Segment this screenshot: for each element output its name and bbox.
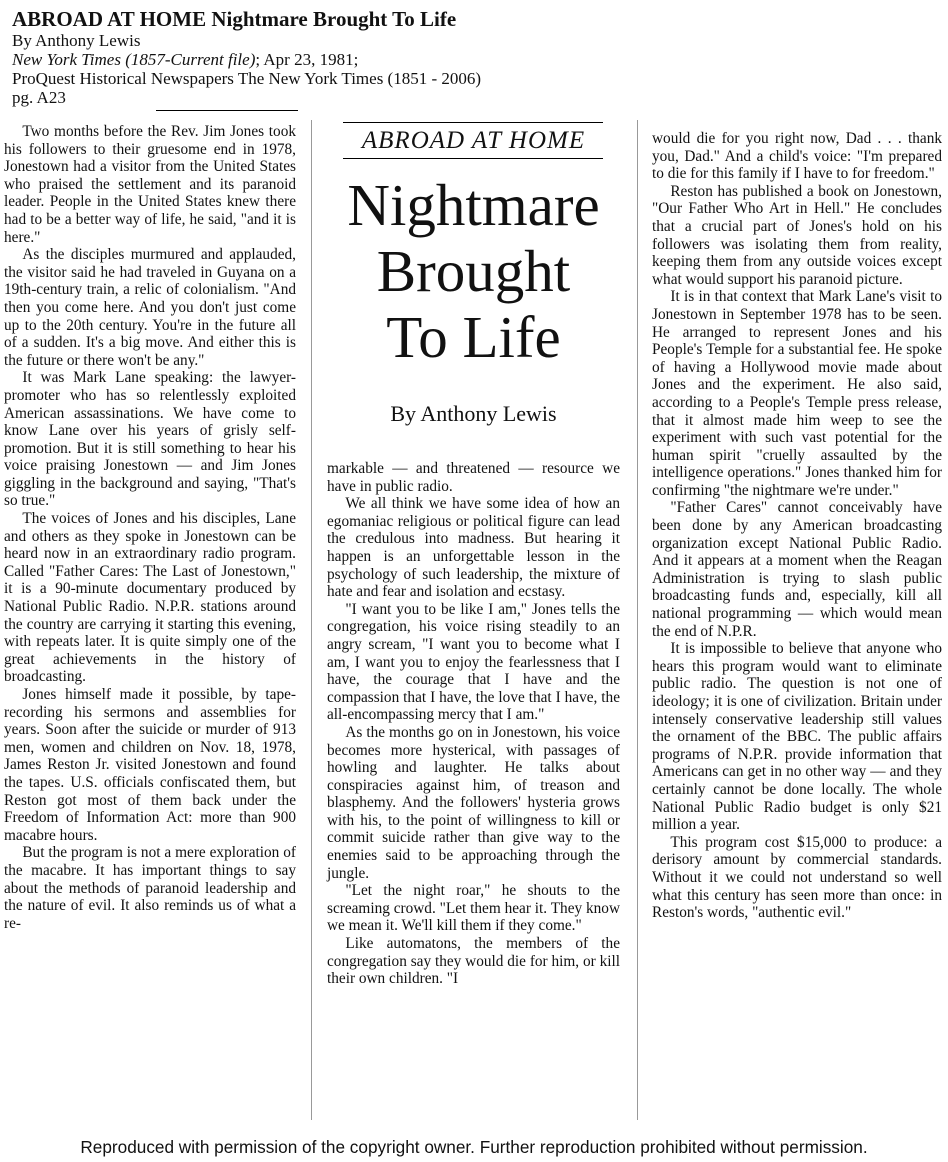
article-column-2 <box>327 460 620 988</box>
article-headline <box>327 172 620 370</box>
citation-date: ; Apr 23, 1981; <box>255 50 359 69</box>
article-byline: By Anthony Lewis <box>390 401 557 426</box>
headline-line: Brought <box>376 238 571 304</box>
paragraph: As the disciples murmured and applauded, the visitor said he had traveled in Guyana on a 19th-century train, a relic of colonialism. "And then you come here. And you don't just come up to the 20th century. You're in the future all of a sudden. It's a big move. And either this is the future or there won't be any." <box>4 246 296 369</box>
paragraph: would die for you right now, Dad . . . thank you, Dad." And a child's voice: "I'm prepared to die for this family if I have to for freedom." <box>652 130 942 183</box>
citation-title: ABROAD AT HOME Nightmare Brought To Life <box>12 7 457 31</box>
citation-database: ProQuest Historical Newspapers The New York Times (1851 - 2006) <box>12 69 482 88</box>
paragraph: But the program is not a mere exploration of the macabre. It has important things to say about the methods of paranoid leadership and the nature of evil. It also reminds us of what a re- <box>4 844 296 932</box>
paragraph: As the months go on in Jonestown, his voice becomes more hysterical, with passages of howling and laughter. He talks about conspiracies against him, of treason and blasphemy. And the followers' hysteria grows with his, to the point of willingness to kill or commit suicide rather than give way to the enemies said to be approaching through the jungle. <box>327 723 620 882</box>
headline-line: Nightmare <box>347 172 600 238</box>
kicker-rule <box>343 122 603 123</box>
paragraph: We all think we have some idea of how an egomaniac religious or political figure can lead the credulous into madness. But hearing it happen is an unforgettable lesson in the psychology of such leadership, the mixture of hate and fear and isolation and ecstasy. <box>327 495 620 601</box>
paragraph: Reston has published a book on Jonestown, "Our Father Who Art in Hell." He concludes that a crucial part of Jones's hold on his followers was isolating them from reality, keeping them from any outside voices except what would support his paranoid picture. <box>652 182 942 288</box>
column-kicker: ABROAD AT HOME <box>361 127 586 154</box>
kicker-rule <box>343 158 603 159</box>
copyright-footer: Reproduced with permission of the copyright owner. Further reproduction prohibited without permission. <box>80 1137 868 1157</box>
paragraph: The voices of Jones and his disciples, Lane and others as they spoke in Jonestown can be heard now in an extraordinary radio program. Called "Father Cares: The Last of Jonestown," it is a 90-minute documentary produced by National Public Radio. N.P.R. stations around the country are carrying it starting this evening, with repeats later. It is quite simply one of the great achievements in the history of broadcasting. <box>4 510 296 686</box>
paragraph: It is impossible to believe that anyone who hears this program would want to eliminate public radio. The question is not one of ideology; it is one of civilization. Britain under intensely conservative leadership still values the ornament of the BBC. The public affairs programs of N.P.R. provide information that Americans can get in no other way — and they certainly cannot be done locally. The whole National Public Radio budget is only $21 million a year. <box>652 640 942 834</box>
citation-page: pg. A23 <box>12 88 66 107</box>
citation-source-line <box>12 50 712 69</box>
column-divider <box>637 120 638 1120</box>
paragraph: Like automatons, the members of the congregation say they would die for him, or kill their own children. "I <box>327 935 620 988</box>
citation-header <box>12 8 712 107</box>
paragraph: "I want you to be like I am," Jones tells the congregation, his voice rising steadily to an angry scream, "I want you to become what I am, I want you to enjoy the fearlessness that I have, the courage that I have and the compassion that I have, the love that I have, the all-encompassing mercy that I am." <box>327 600 620 724</box>
paragraph: It is in that context that Mark Lane's visit to Jonestown in September 1978 has to be seen. He arranged to represent Jones and his People's Temple for a substantial fee. He spoke of having a Hollywood movie made about Jones and the experiment. He also said, according to a People's Temple press release, that it almost made him weep to see the experiment with such vast potential for the human spirit "cruelly assaulted by the intelligence operations." Jones thanked him for confirming "the nightmare we're under." <box>652 288 942 499</box>
paragraph: "Father Cares" cannot conceivably have been done by any American broadcasting organization except National Public Radio. And it appears at a moment when the Reagan Administration is trying to slash public broadcasting funds and, especially, kill all national programming — which would mean the end of N.P.R. <box>652 499 942 640</box>
paragraph: Two months before the Rev. Jim Jones took his followers to their gruesome end in 1978, Jonestown had a visitor from the United States who praised the settlement and its paranoid leader. People in the United States knew there had to be a better way of life, he said, "and it is here." <box>4 123 296 246</box>
headline-line: To Life <box>386 304 561 370</box>
column-divider <box>311 120 312 1120</box>
article-column-3 <box>652 130 942 922</box>
article-column-1 <box>4 123 296 932</box>
header-divider <box>156 110 298 111</box>
paragraph: It was Mark Lane speaking: the lawyer-promoter who has so relentlessly exploited American assassinations. We have come to know Lane over his years of grisly self-promotion. But it is still something to hear his voice praising Jonestown — and Jim Jones giggling in the background and saying, "That's so true." <box>4 369 296 510</box>
citation-author: By Anthony Lewis <box>12 31 141 50</box>
paragraph: markable — and threatened — resource we have in public radio. <box>327 460 620 495</box>
paragraph: Jones himself made it possible, by tape-recording his sermons and assemblies for years. Soon after the suicide or murder of 913 men, women and children on Nov. 18, 1978, James Reston Jr. visited Jonestown and found the tapes. U.S. officials confiscated them, but Reston got most of them back under the Freedom of Information Act: more than 900 macabre hours. <box>4 686 296 844</box>
paragraph: This program cost $15,000 to produce: a derisory amount by commercial standards. Without it we could not understand so well what this century has seen more than once: in Reston's words, "authentic evil." <box>652 833 942 922</box>
citation-source: New York Times (1857-Current file) <box>12 50 256 69</box>
paragraph: "Let the night roar," he shouts to the screaming crowd. "Let them hear it. They know we mean it. We'll kill them if they come." <box>327 882 620 935</box>
